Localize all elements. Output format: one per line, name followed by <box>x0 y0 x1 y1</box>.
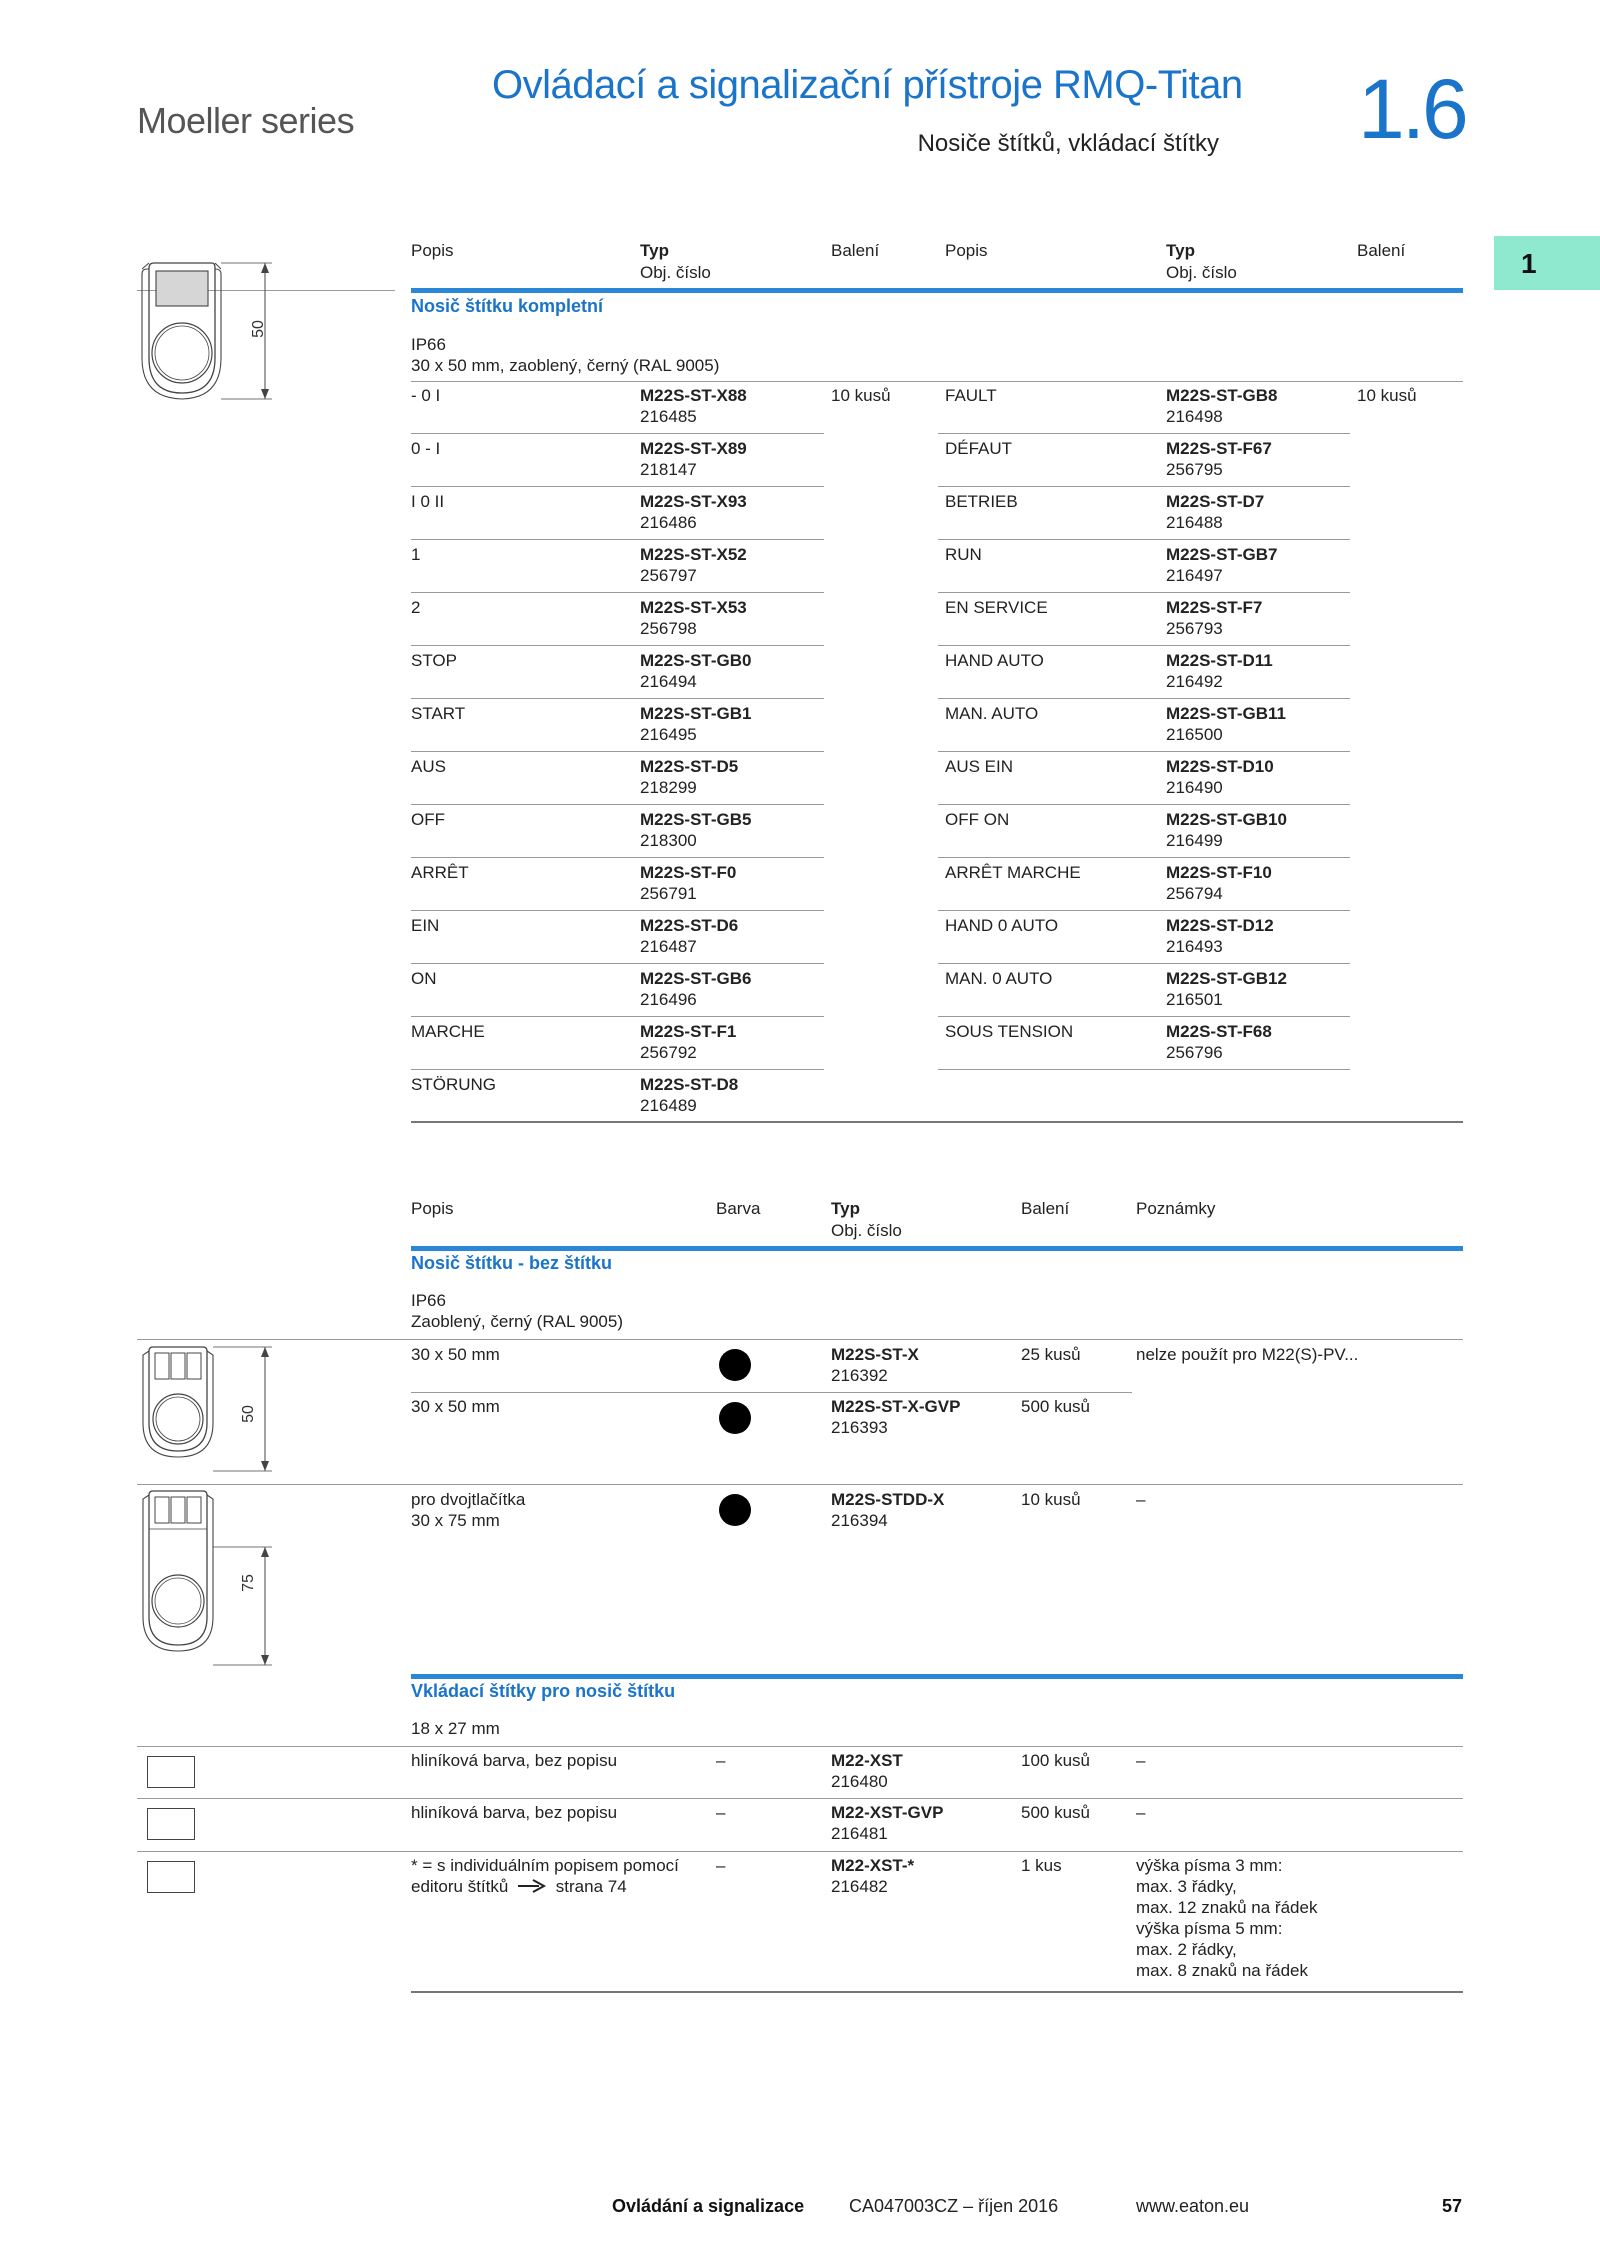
order-number: 256798 <box>640 619 697 638</box>
remark-line: max. 8 znaků na řádek <box>1136 1961 1308 1980</box>
product-type: M22S-ST-D7 <box>1166 492 1265 511</box>
color-value: – <box>716 1803 726 1822</box>
row-divider <box>411 486 824 487</box>
product-type: M22S-ST-GB0 <box>640 651 752 670</box>
section-desc-size: 30 x 50 mm, zaoblený, černý (RAL 9005) <box>411 356 720 375</box>
remark-line: max. 3 řádky, <box>1136 1877 1237 1896</box>
section-title-vkladaci: Vkládací štítky pro nosič štítku <box>411 1681 676 1701</box>
row-divider <box>137 1746 1463 1747</box>
carrier-drawing-50 <box>137 1343 287 1478</box>
list-item: 30 x 50 mm <box>411 1397 500 1416</box>
list-item: STOP <box>411 651 457 670</box>
series-label: Moeller series <box>137 100 355 141</box>
list-item: DÉFAUT <box>945 439 1013 458</box>
package-qty: 10 kusů <box>1021 1490 1081 1509</box>
product-type: M22S-ST-F7 <box>1166 598 1263 617</box>
footer-section: Ovládání a signalizace <box>612 2196 805 2216</box>
product-type: M22S-ST-X89 <box>640 439 747 458</box>
order-number: 216493 <box>1166 937 1223 956</box>
product-type: M22S-ST-GB11 <box>1166 704 1286 723</box>
row-divider <box>411 645 824 646</box>
order-number: 216488 <box>1166 513 1223 532</box>
order-number: 216494 <box>640 672 697 691</box>
row-divider <box>938 592 1350 593</box>
list-item: 1 <box>411 545 421 564</box>
section-bar <box>411 1674 1463 1679</box>
order-number: 218300 <box>640 831 697 850</box>
product-type: M22S-ST-D12 <box>1166 916 1274 935</box>
list-item: OFF ON <box>945 810 1010 829</box>
package-qty: 10 kusů <box>831 386 891 405</box>
color-swatch-black <box>719 1494 751 1526</box>
row-divider <box>411 857 824 858</box>
color-swatch-black <box>719 1349 751 1381</box>
order-number: 256797 <box>640 566 697 585</box>
row-divider <box>411 1069 824 1070</box>
color-swatch-black <box>719 1402 751 1434</box>
order-number: 216393 <box>831 1418 888 1437</box>
col-header-popis: Popis <box>411 1199 454 1218</box>
product-type: M22-XST-* <box>831 1856 915 1875</box>
product-type: M22S-ST-GB10 <box>1166 810 1287 829</box>
col-header-popis-2: Popis <box>945 241 988 260</box>
list-item: RUN <box>945 545 982 564</box>
section-header-rule <box>411 381 1463 382</box>
order-number: 256792 <box>640 1043 697 1062</box>
section-desc-size: 18 x 27 mm <box>411 1719 500 1738</box>
table-bottom-rule <box>411 1121 1463 1123</box>
row-divider <box>411 751 824 752</box>
label-carrier-drawing <box>137 258 287 438</box>
remark: nelze použít pro M22(S)-PV... <box>1136 1345 1359 1364</box>
list-item: 30 x 50 mm <box>411 1345 500 1364</box>
row-divider <box>938 486 1350 487</box>
product-type: M22S-ST-D10 <box>1166 757 1274 776</box>
list-item-detail <box>411 1876 627 1899</box>
list-item: ARRÊT MARCHE <box>945 863 1081 882</box>
list-item: HAND AUTO <box>945 651 1044 670</box>
product-type: M22S-ST-D11 <box>1166 651 1273 670</box>
order-number: 216490 <box>1166 778 1223 797</box>
product-type: M22S-ST-GB6 <box>640 969 752 988</box>
product-type: M22S-ST-X <box>831 1345 919 1364</box>
list-item: HAND 0 AUTO <box>945 916 1059 935</box>
section-desc-ip: IP66 <box>411 335 446 354</box>
list-item: MARCHE <box>411 1022 485 1041</box>
row-divider <box>938 910 1350 911</box>
page-title: Ovládací a signalizační přístroje RMQ-Titan <box>492 63 1243 107</box>
package-qty: 10 kusů <box>1357 386 1417 405</box>
order-number: 216480 <box>831 1772 888 1791</box>
col-header-obj: Obj. číslo <box>831 1221 902 1240</box>
order-number: 256795 <box>1166 460 1223 479</box>
product-type: M22S-ST-X53 <box>640 598 747 617</box>
row-divider <box>938 539 1350 540</box>
color-value: – <box>716 1751 726 1770</box>
order-number: 256793 <box>1166 619 1223 638</box>
list-item: 2 <box>411 598 421 617</box>
row-divider <box>938 698 1350 699</box>
remark: – <box>1136 1490 1146 1509</box>
row-divider <box>938 751 1350 752</box>
order-number: 216394 <box>831 1511 888 1530</box>
order-number: 216486 <box>640 513 697 532</box>
list-item: I 0 II <box>411 492 445 511</box>
order-number: 216489 <box>640 1096 697 1115</box>
product-type: M22S-STDD-X <box>831 1490 945 1509</box>
remark-line: výška písma 5 mm: <box>1136 1919 1283 1938</box>
product-type: M22S-ST-F1 <box>640 1022 737 1041</box>
order-number: 216492 <box>1166 672 1223 691</box>
row-divider <box>411 1392 1132 1393</box>
row-divider <box>411 592 824 593</box>
list-item: MAN. 0 AUTO <box>945 969 1053 988</box>
footer-website[interactable]: www.eaton.eu <box>1136 2196 1250 2216</box>
row-divider <box>137 1798 1463 1799</box>
row-divider <box>411 539 824 540</box>
col-header-typ-2: Typ <box>1166 241 1195 260</box>
list-item: OFF <box>411 810 445 829</box>
row-divider <box>137 1851 1463 1852</box>
product-type: M22S-ST-F0 <box>640 863 737 882</box>
product-type: M22S-ST-F10 <box>1166 863 1272 882</box>
row-divider <box>938 645 1350 646</box>
list-item: - 0 I <box>411 386 441 405</box>
order-number: 216500 <box>1166 725 1223 744</box>
col-header-popis: Popis <box>411 241 454 260</box>
list-item: AUS EIN <box>945 757 1014 776</box>
order-number: 216496 <box>640 990 697 1009</box>
list-item: ON <box>411 969 437 988</box>
section-title-bez-stitku: Nosič štítku - bez štítku <box>411 1253 613 1273</box>
product-type: M22S-ST-D6 <box>640 916 739 935</box>
section-bar <box>411 1246 1463 1251</box>
dimension-label-50: 50 <box>249 320 267 338</box>
product-type: M22S-ST-F67 <box>1166 439 1272 458</box>
list-item: * = s individuálním popisem pomocí <box>411 1856 679 1875</box>
row-divider <box>938 1069 1350 1070</box>
order-number: 216487 <box>640 937 697 956</box>
list-item-detail: 30 x 75 mm <box>411 1511 500 1530</box>
list-item: EIN <box>411 916 440 935</box>
package-qty: 25 kusů <box>1021 1345 1081 1364</box>
list-item: pro dvojtlačítka <box>411 1490 526 1509</box>
list-item: FAULT <box>945 386 997 405</box>
list-item: START <box>411 704 466 723</box>
order-number: 218147 <box>640 460 697 479</box>
list-item: BETRIEB <box>945 492 1018 511</box>
color-value: – <box>716 1856 726 1875</box>
section-bar <box>411 288 1463 293</box>
page-link[interactable]: strana 74 <box>555 1877 627 1896</box>
remark: – <box>1136 1751 1146 1770</box>
product-type: M22S-ST-D8 <box>640 1075 739 1094</box>
product-type: M22S-ST-F68 <box>1166 1022 1272 1041</box>
row-divider <box>137 1339 1463 1340</box>
col-header-obj: Obj. číslo <box>640 263 711 282</box>
list-item: ARRÊT <box>411 863 469 882</box>
list-item: AUS <box>411 757 446 776</box>
col-header-poznamky: Poznámky <box>1136 1199 1216 1218</box>
section-number: 1.6 <box>1358 62 1466 156</box>
list-item: 0 - I <box>411 439 441 458</box>
col-header-baleni: Balení <box>1021 1199 1070 1218</box>
arrow-right-icon <box>517 1877 547 1899</box>
product-type: M22-XST-GVP <box>831 1803 944 1822</box>
label-insert-icon <box>147 1808 195 1840</box>
product-type: M22S-ST-GB7 <box>1166 545 1278 564</box>
row-divider <box>411 963 824 964</box>
list-item: hliníková barva, bez popisu <box>411 1751 618 1770</box>
order-number: 218299 <box>640 778 697 797</box>
remark-line: max. 2 řádky, <box>1136 1940 1237 1959</box>
row-divider <box>938 857 1350 858</box>
section-desc-color: Zaoblený, černý (RAL 9005) <box>411 1312 623 1331</box>
product-type: M22S-ST-X52 <box>640 545 747 564</box>
chapter-tab-label: 1 <box>1521 248 1537 279</box>
row-divider <box>411 804 824 805</box>
row-divider <box>938 433 1350 434</box>
row-divider <box>411 698 824 699</box>
package-qty: 1 kus <box>1021 1856 1062 1875</box>
section-desc-ip: IP66 <box>411 1291 446 1310</box>
product-type: M22S-ST-D5 <box>640 757 739 776</box>
product-type: M22S-ST-X88 <box>640 386 747 405</box>
list-item: EN SERVICE <box>945 598 1048 617</box>
order-number: 256796 <box>1166 1043 1223 1062</box>
list-item: STÖRUNG <box>411 1075 496 1094</box>
footer-catalog: CA047003CZ – říjen 2016 <box>849 2196 1059 2216</box>
product-type: M22S-ST-GB12 <box>1166 969 1287 988</box>
col-header-baleni: Balení <box>831 241 880 260</box>
order-number: 216485 <box>640 407 697 426</box>
order-number: 216501 <box>1166 990 1223 1009</box>
remark-line: výška písma 3 mm: <box>1136 1856 1283 1875</box>
product-type: M22-XST <box>831 1751 903 1770</box>
row-divider <box>411 1016 824 1017</box>
product-type: M22S-ST-GB1 <box>640 704 752 723</box>
label-insert-icon <box>147 1861 195 1893</box>
label-insert-icon <box>147 1756 195 1788</box>
package-qty: 500 kusů <box>1021 1803 1090 1822</box>
order-number: 256791 <box>640 884 697 903</box>
chapter-tab <box>1494 236 1600 290</box>
row-divider <box>137 1484 1463 1485</box>
dimension-label-50: 50 <box>239 1405 257 1423</box>
order-number: 216392 <box>831 1366 888 1385</box>
product-type: M22S-ST-X93 <box>640 492 747 511</box>
order-number: 216497 <box>1166 566 1223 585</box>
list-item: MAN. AUTO <box>945 704 1039 723</box>
product-type: M22S-ST-GB8 <box>1166 386 1278 405</box>
editor-text: editoru štítků <box>411 1877 509 1896</box>
order-number: 216495 <box>640 725 697 744</box>
product-type: M22S-ST-X-GVP <box>831 1397 961 1416</box>
row-divider <box>938 804 1350 805</box>
row-divider <box>938 963 1350 964</box>
col-header-typ: Typ <box>640 241 669 260</box>
row-divider <box>411 433 824 434</box>
list-item: hliníková barva, bez popisu <box>411 1803 618 1822</box>
col-header-typ: Typ <box>831 1199 860 1218</box>
row-divider <box>938 1016 1350 1017</box>
package-qty: 100 kusů <box>1021 1751 1090 1770</box>
order-number: 216498 <box>1166 407 1223 426</box>
order-number: 216499 <box>1166 831 1223 850</box>
dimension-label-75: 75 <box>239 1574 257 1592</box>
col-header-barva: Barva <box>716 1199 761 1218</box>
carrier-drawing-75 <box>137 1487 287 1672</box>
list-item: SOUS TENSION <box>945 1022 1074 1041</box>
section-title-kompletni: Nosič štítku kompletní <box>411 296 604 316</box>
page-subtitle: Nosiče štítků, vkládací štítky <box>917 130 1219 157</box>
order-number: 216481 <box>831 1824 888 1843</box>
table-bottom-rule <box>411 1991 1463 1993</box>
order-number: 216482 <box>831 1877 888 1896</box>
col-header-baleni-2: Balení <box>1357 241 1406 260</box>
page-number: 57 <box>1442 2196 1463 2216</box>
package-qty: 500 kusů <box>1021 1397 1090 1416</box>
col-header-obj-2: Obj. číslo <box>1166 263 1237 282</box>
remark-line: max. 12 znaků na řádek <box>1136 1898 1318 1917</box>
order-number: 256794 <box>1166 884 1223 903</box>
row-divider <box>411 910 824 911</box>
product-type: M22S-ST-GB5 <box>640 810 752 829</box>
remark: – <box>1136 1803 1146 1822</box>
